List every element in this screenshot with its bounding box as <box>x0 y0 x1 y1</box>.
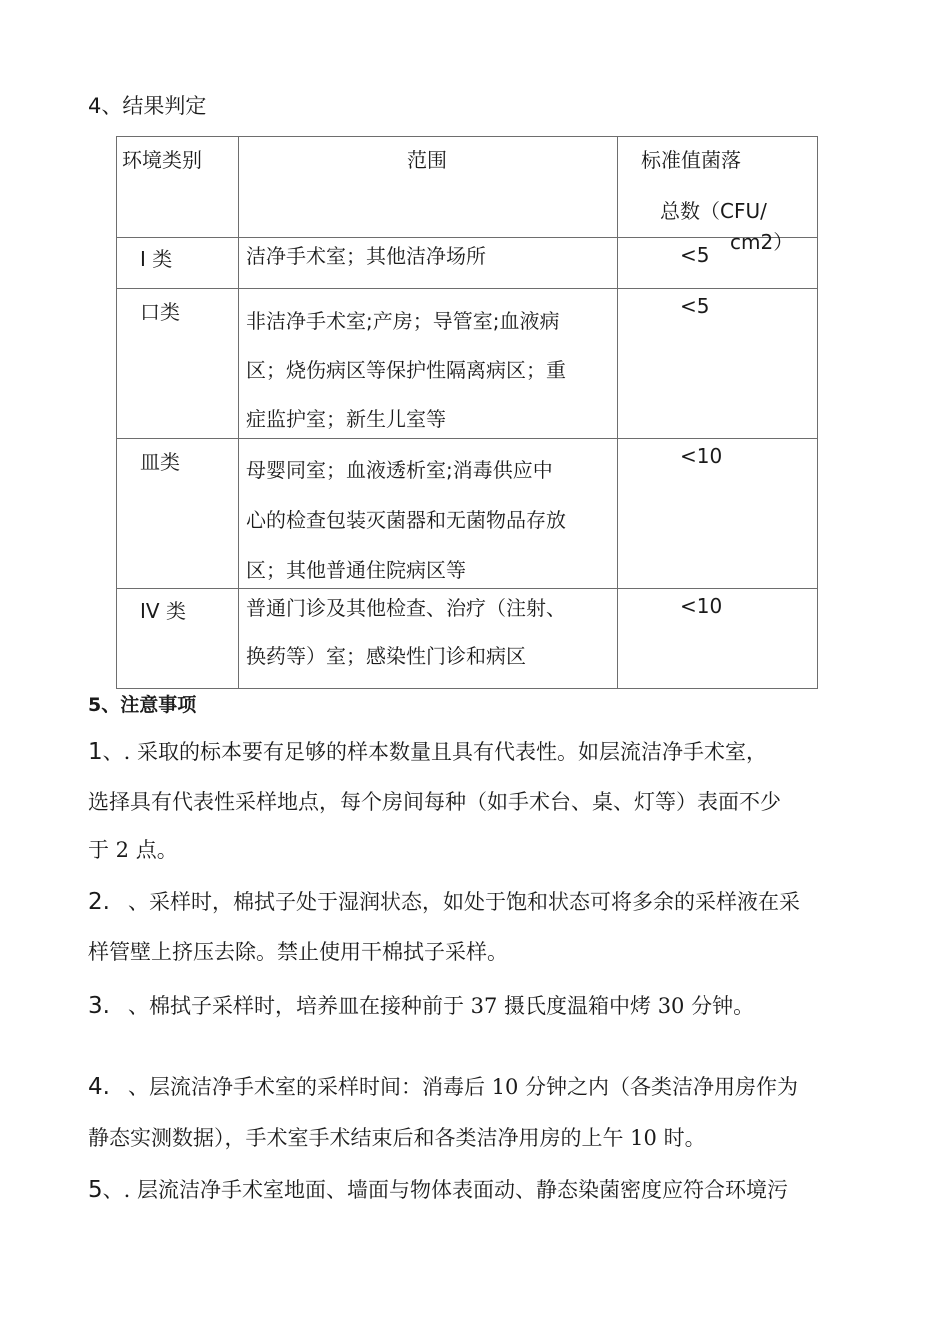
header-standard-line3: cm2） <box>730 230 794 254</box>
note-number: 4. <box>88 1074 110 1100</box>
section-4-heading: 4、结果判定 <box>88 94 207 118</box>
note-number: 5 <box>88 1177 103 1203</box>
note-line: 4. 、层流洁净手术室的采样时间：消毒后 10 分钟之内（各类洁净用房作为 <box>88 1074 799 1100</box>
row-category: 皿类 <box>140 450 180 474</box>
header-standard-line2: 总数（CFU/ <box>660 199 767 223</box>
note-line: 静态实测数据），手术室手术结束后和各类洁净用房的上午 10 时。 <box>88 1126 706 1150</box>
note-line: 1、. 采取的标本要有足够的样本数量且具有代表性。如层流洁净手术室， <box>88 739 767 765</box>
row-value: <10 <box>680 444 723 468</box>
row-value: <5 <box>680 243 710 267</box>
row-category: 口类 <box>140 300 180 324</box>
header-scope: 范围 <box>407 148 447 172</box>
row-scope-line: 洁净手术室；其他洁净场所 <box>246 244 486 268</box>
note-number: 3. <box>88 993 110 1019</box>
note-line: 样管壁上挤压去除。禁止使用干棉拭子采样。 <box>88 940 508 964</box>
note-number: 2. <box>88 889 110 915</box>
row-scope-line: 心的检查包装灭菌器和无菌物品存放 <box>246 508 566 532</box>
row-value: <10 <box>680 594 723 618</box>
row-scope-line: 普通门诊及其他检查、治疗（注射、 <box>246 596 566 620</box>
header-category: 环境类别 <box>122 148 202 172</box>
row-scope-line: 非洁净手术室;产房；导管室;血液病 <box>246 309 560 333</box>
row-scope-line: 换药等）室；感染性门诊和病区 <box>246 644 526 668</box>
row-category: I 类 <box>140 247 173 271</box>
note-line: 2. 、采样时，棉拭子处于湿润状态，如处于饱和状态可将多余的采样液在采 <box>88 889 800 915</box>
note-number: 1 <box>88 739 103 765</box>
row-scope-line: 症监护室；新生儿室等 <box>246 407 446 431</box>
section-5-heading: 5、注意事项 <box>88 694 197 716</box>
row-value: <5 <box>680 294 710 318</box>
note-line: 选择具有代表性采样地点，每个房间每种（如手术台、桌、灯等）表面不少 <box>88 790 781 814</box>
note-line: 5、. 层流洁净手术室地面、墙面与物体表面动、静态染菌密度应符合环境污 <box>88 1177 788 1203</box>
row-category: IV 类 <box>140 599 186 623</box>
row-scope-line: 区；烧伤病区等保护性隔离病区；重 <box>246 358 566 382</box>
note-line: 3. 、棉拭子采样时，培养皿在接种前于 37 摄氏度温箱中烤 30 分钟。 <box>88 993 755 1019</box>
row-scope-line: 区；其他普通住院病区等 <box>246 558 466 582</box>
row-scope-line: 母婴同室；血液透析室;消毒供应中 <box>246 458 553 482</box>
header-standard-line1: 标准值菌落 <box>641 148 741 172</box>
note-line: 于 2 点。 <box>88 838 178 862</box>
